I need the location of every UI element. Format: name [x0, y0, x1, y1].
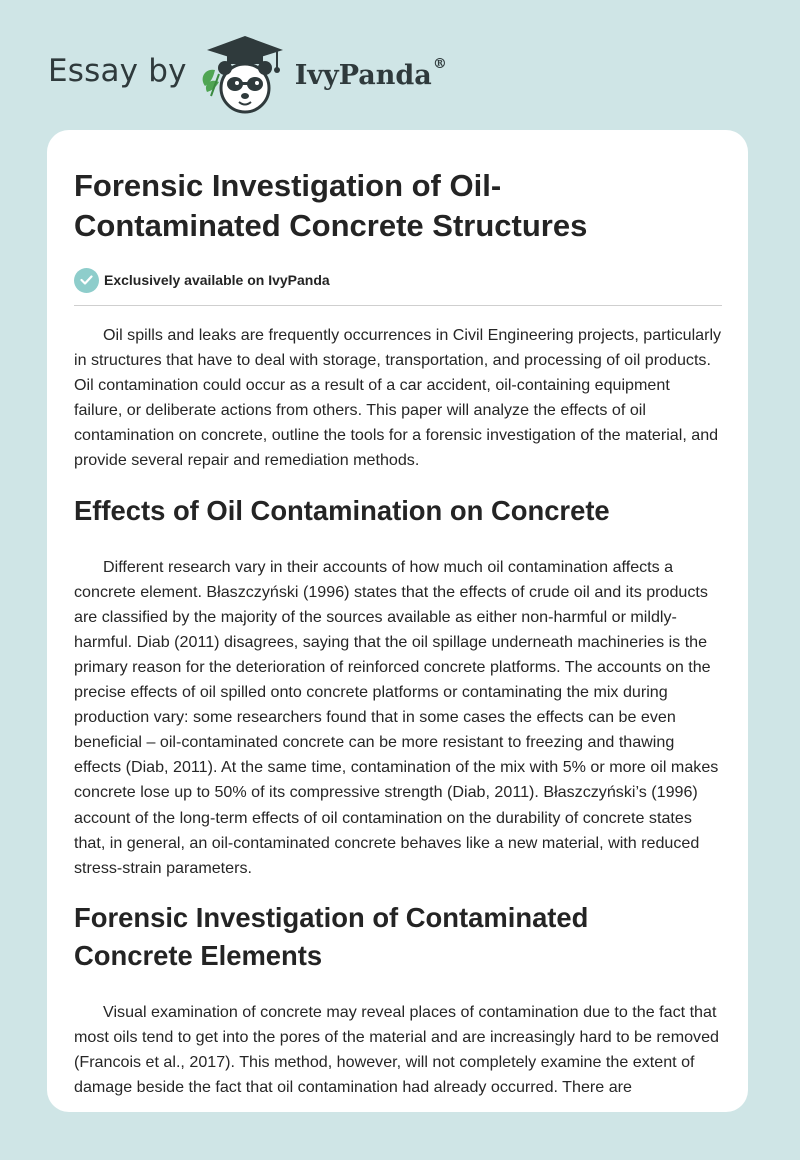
site-header	[48, 34, 447, 114]
article-title: Forensic Investigation of Oil-Contaminated Concrete Structures	[74, 168, 588, 243]
brand-name[interactable]	[294, 55, 447, 91]
section-heading-forensic: Forensic Investigation of Contaminated Concrete Elements	[74, 901, 589, 971]
checkmark-icon	[74, 268, 99, 293]
intro-paragraph: Oil spills and leaks are frequently occurrences in Civil Engineering projects, particularly in structures that have to deal with storage, transportation, and processing of oil products. Oil contamination could occur as a result of a car accident, oil-containing equipment failure, or deliberate actions from others. This paper will analyze the effects of oil contamination on concrete, outline the tools for a forensic investigation of the material, and provide several repair and remediation methods.	[74, 326, 722, 470]
exclusive-badge	[74, 266, 721, 294]
article-card	[47, 130, 748, 1112]
essay-by-label: Essay by	[48, 53, 187, 89]
section-body-forensic: Visual examination of concrete may reveal places of contamination due to the fact that most oils tend to get into the pores of the material and are increasingly hard to be removed (Francois et al., 2017). This method, however, will not completely examine the extent of damage beside the fact that oil contamination had already occurred. There are	[74, 1002, 720, 1097]
brand-text: IvyPanda	[294, 59, 432, 91]
title-divider	[74, 305, 722, 306]
panda-graduate-icon[interactable]	[197, 34, 289, 114]
exclusive-label: Exclusively available on IvyPanda	[104, 272, 330, 288]
section-heading-effects: Effects of Oil Contamination on Concrete	[74, 494, 610, 526]
registered-mark: ®	[432, 55, 447, 72]
section-body-effects: Different research vary in their accounts of how much oil contamination affects a concrete element. Błaszczyński (1996) states that the effects of crude oil and its products are classified by the majority of the sources available as either non-harmful or mildly-harmful. Diab (2011) disagrees, saying that the oil spillage underneath machineries is the primary reason for the deterioration of reinforced concrete platforms. The accounts on the precise effects of oil spilled onto concrete platforms or contaminating the mix during production vary: some researchers found that in some cases the effects can be even beneficial – oil-contaminated concrete can be more resistant to freezing and thawing effects (Diab, 2011). At the same time, contamination of the mix with 5% or more oil makes concrete lose up to 50% of its compressive strength (Diab, 2011). Błaszczyński’s (1996) account of the long-term effects of oil contamination on the durability of concrete states that, in general, an oil-contaminated concrete behaves like a new material, with reduced stress-strain parameters.	[74, 557, 719, 877]
